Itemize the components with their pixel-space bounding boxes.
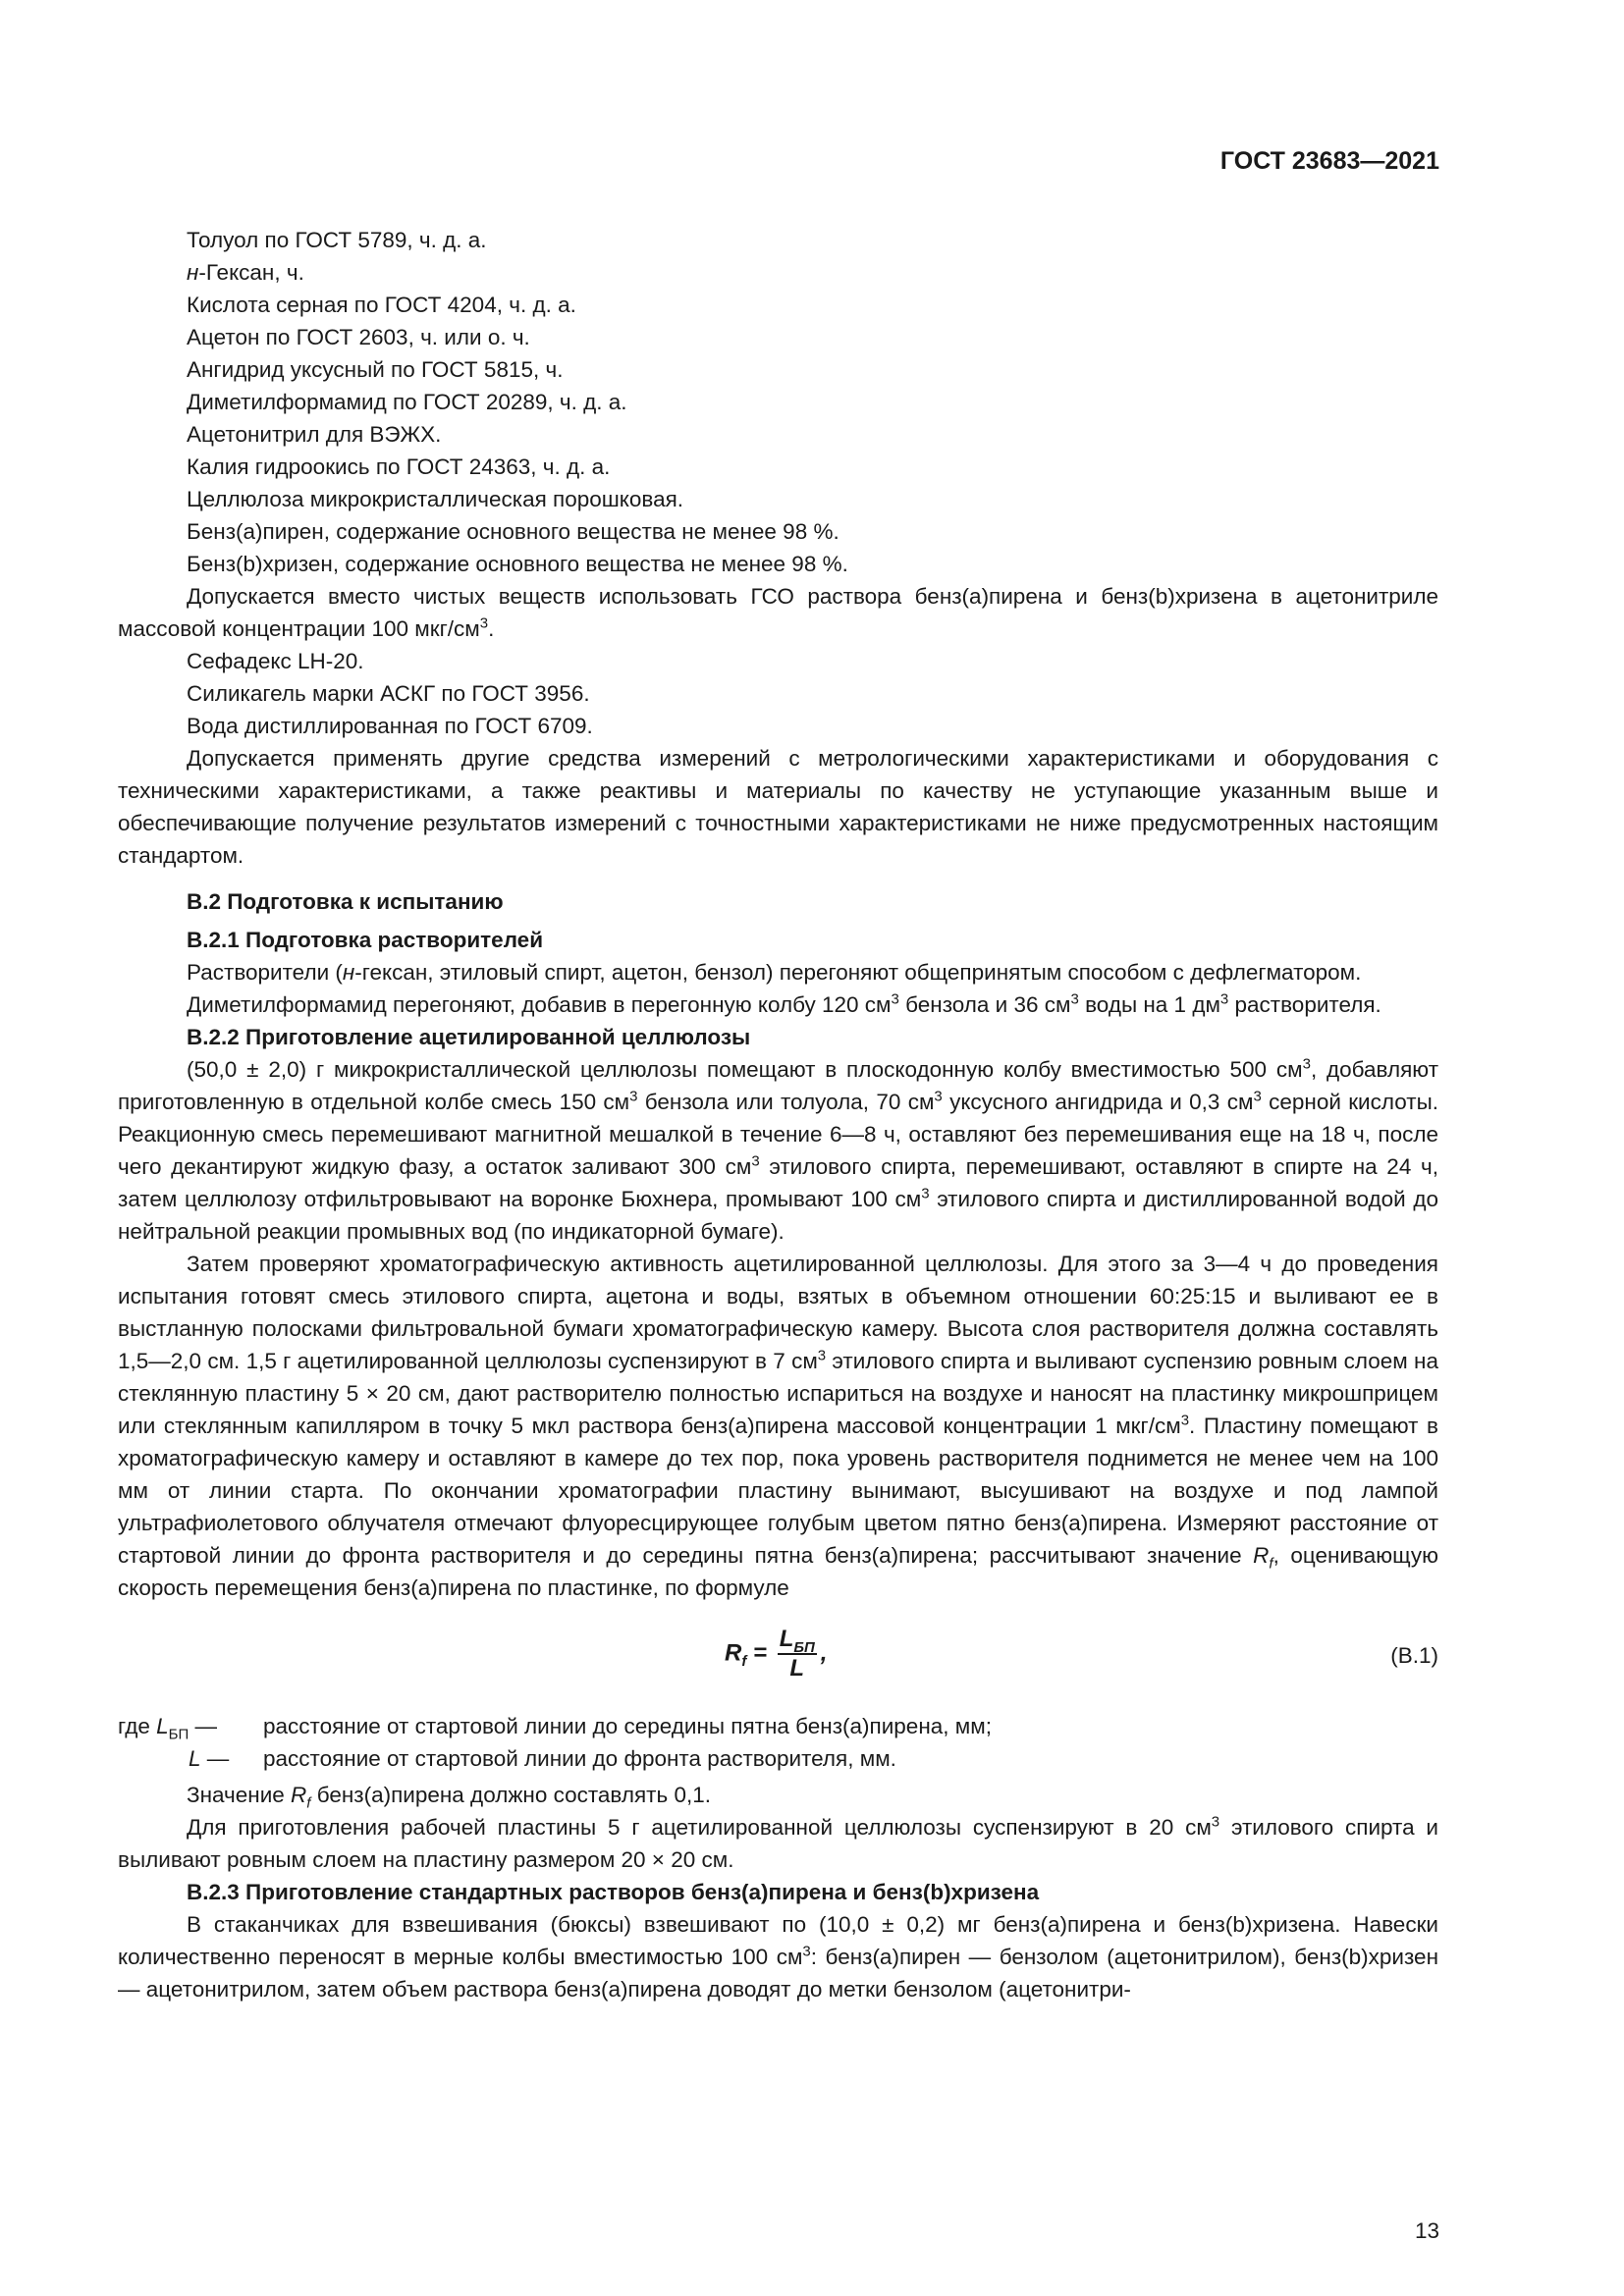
text-run: этилового спирта и выливают суспензию ровным слоем на стеклянную пластину 5 × 20 см, дают растворителю полностью испариться на воздухе и наносят на пластинку микрошприцем или стеклянным капилляром в точку 5 мкл раствора бенз(а)пирена массовой концентрации 1 мкг/см bbox=[118, 1349, 1438, 1438]
text-run: бензола или толуола, 70 см bbox=[637, 1090, 935, 1114]
definition-term bbox=[118, 1742, 263, 1775]
text-run: , добавляют приготовленную в отдельной колбе смесь 150 см bbox=[118, 1057, 1438, 1114]
text-run: Затем проверяют хроматографическую активность ацетилированной целлюлозы. Для этого за 3—4 ч до проведения испытания готовят смесь этилового спирта, ацетона и воды, взятых в объемном отношении 60:25:15 и выливают ее в выстланную полосками фильтровальной бумаги хроматографическую камеру. Высота слоя растворителя должна составлять 1,5—2,0 см. 1,5 г ацетилированной целлюлозы суспензируют в 7 см bbox=[118, 1252, 1438, 1373]
allowed-other-paragraph: Допускается применять другие средства измерений с метрологическими характеристиками и оборудования с техническими характеристиками, а также реактивы и материалы по качеству не уступающие указанным выше и обеспечивающие получение результатов измерений с точностными характеристиками не ниже предусмотренных настоящим стандартом. bbox=[118, 746, 1438, 868]
reagent-item: Ацетонитрил для ВЭЖХ. bbox=[187, 422, 442, 447]
reagent-item: Сефадекс LH-20. bbox=[187, 649, 364, 673]
text-run: растворителя. bbox=[1228, 992, 1381, 1017]
reagent-item: Калия гидроокись по ГОСТ 24363, ч. д. а. bbox=[187, 454, 611, 479]
superscript: 3 bbox=[1253, 1088, 1262, 1105]
page-number: 13 bbox=[1414, 2218, 1439, 2243]
numerator-sub: БП bbox=[793, 1638, 815, 1656]
text-run: Для приготовления рабочей пластины 5 г ацетилированной целлюлозы суспензируют в 20 см bbox=[187, 1815, 1212, 1840]
b22-paragraph-1 bbox=[118, 1053, 1438, 1248]
text-run: уксусного ангидрида и 0,3 см bbox=[942, 1090, 1254, 1114]
text-run: Диметилформамид перегоняют, добавив в перегонную колбу 120 см bbox=[187, 992, 892, 1017]
formula-eq: = bbox=[746, 1639, 774, 1667]
reagent-item: Толуол по ГОСТ 5789, ч. д. а. bbox=[187, 228, 487, 252]
text-run: (50,0 ± 2,0) г микрокристаллической целлюлозы помещают в плоскодонную колбу вместимостью 500 см bbox=[187, 1057, 1303, 1082]
text-run: этилового спирта, перемешивают, оставляют в спирте на 24 ч, затем целлюлозу отфильтровывают на воронке Бюхнера, промывают 100 см bbox=[118, 1154, 1438, 1211]
formula-fraction bbox=[778, 1626, 817, 1682]
superscript: 3 bbox=[891, 990, 899, 1008]
superscript: 3 bbox=[802, 1943, 811, 1960]
definition-term bbox=[118, 1710, 263, 1742]
superscript: 3 bbox=[1219, 990, 1229, 1008]
gso-tail: . bbox=[488, 616, 495, 641]
text-run: Значение bbox=[187, 1783, 292, 1807]
superscript: 3 bbox=[629, 1088, 638, 1105]
reagent-item: Бенз(b)хризен, содержание основного вещества не менее 98 %. bbox=[187, 552, 848, 576]
text-run: воды на 1 дм bbox=[1078, 992, 1220, 1017]
text-run: . Пластину помещают в хроматографическую камеру и оставляют в камере до тех пор, пока уровень растворителя поднимется не менее чем на 100 мм от линии старта. По окончании хроматографии пластину вынимают, высушивают на воздухе и под лампой ультрафиолетового облучателя отмечают флуоресцирующее голубым цветом пятно бенз(а)пирена. Измеряют расстояние от стартовой линии до фронта растворителя и до середины пятна бенз(а)пирена; рассчитывают значение bbox=[118, 1414, 1438, 1568]
reagent-list-2 bbox=[118, 645, 1438, 742]
standard-header: ГОСТ 23683—2021 bbox=[1219, 147, 1439, 175]
reagent-item: Кислота серная по ГОСТ 4204, ч. д. а. bbox=[187, 293, 576, 317]
definition-row bbox=[118, 1710, 1438, 1742]
gso-paragraph bbox=[118, 580, 1438, 645]
superscript: 3 bbox=[934, 1088, 943, 1105]
gso-text: Допускается вместо чистых веществ использовать ГСО раствора бенз(а)пирена и бенз(b)хризена в ацетонитриле массовой концентрации 100 мкг/см bbox=[118, 584, 1438, 641]
definition-text: расстояние от стартовой линии до фронта растворителя, мм. bbox=[263, 1746, 896, 1771]
definition-text: расстояние от стартовой линии до середины пятна бенз(а)пирена, мм; bbox=[263, 1714, 992, 1738]
reagent-item: н-Гексан, ч. bbox=[187, 260, 304, 285]
text-run: серной кислоты. Реакционную смесь перемешивают магнитной мешалкой в течение 6—8 ч, оставляют без перемешивания еще на 18 ч, после чего декантируют жидкую фазу, а остаток заливают 300 см bbox=[118, 1090, 1439, 1179]
work-plate-paragraph bbox=[118, 1811, 1438, 1876]
rf-subscript: f bbox=[1269, 1555, 1273, 1573]
superscript: 3 bbox=[921, 1185, 930, 1202]
formula-tail: , bbox=[820, 1639, 828, 1667]
reagent-list bbox=[118, 224, 1438, 580]
b23-paragraph-1 bbox=[118, 1908, 1438, 2005]
def-symbol: L bbox=[189, 1746, 201, 1771]
superscript: 3 bbox=[751, 1152, 760, 1170]
rf-symbol: R bbox=[291, 1783, 307, 1807]
reagent-item: Ангидрид уксусный по ГОСТ 5815, ч. bbox=[187, 357, 564, 382]
rf-symbol: R bbox=[1253, 1543, 1270, 1568]
text-run: Растворители ( bbox=[187, 960, 343, 985]
reagent-item-text: -Гексан, ч. bbox=[198, 260, 304, 285]
formula-b1 bbox=[118, 1612, 1438, 1700]
section-heading-b22: В.2.2 Приготовление ацетилированной целлюлозы bbox=[187, 1025, 751, 1049]
b21-paragraph-2 bbox=[118, 988, 1438, 1021]
formula-lhs-sub: f bbox=[741, 1653, 747, 1671]
reagent-item: Ацетон по ГОСТ 2603, ч. или о. ч. bbox=[187, 325, 530, 349]
formula-number: (В.1) bbox=[1390, 1643, 1438, 1668]
superscript: 3 bbox=[1070, 990, 1079, 1008]
superscript: 3 bbox=[479, 614, 489, 632]
def-symbol-sub: БП bbox=[168, 1726, 189, 1743]
formula-numerator bbox=[778, 1626, 817, 1655]
superscript: 3 bbox=[1211, 1813, 1220, 1831]
text-run: В стаканчиках для взвешивания (бюксы) взвешивают по (10,0 ± 0,2) мг бенз(а)пирена и бенз(b)хризена. Навески количественно переносят в мерные колбы вместимостью 100 см bbox=[118, 1912, 1438, 1969]
reagent-item: Силикагель марки АСКГ по ГОСТ 3956. bbox=[187, 681, 590, 706]
numerator-symbol: L bbox=[779, 1626, 794, 1652]
page-body bbox=[118, 224, 1438, 2005]
text-run: этилового спирта и дистиллированной водой до нейтральной реакции промывных вод (по индикаторной бумаге). bbox=[118, 1187, 1439, 1244]
italic-run: н bbox=[342, 960, 355, 985]
def-symbol: L bbox=[156, 1714, 169, 1738]
superscript: 3 bbox=[817, 1347, 827, 1364]
text-run: этилового спирта и выливают ровным слоем на пластину размером 20 × 20 см. bbox=[118, 1815, 1438, 1872]
formula-lhs: R bbox=[725, 1639, 742, 1667]
reagent-item: Целлюлоза микрокристаллическая порошковая. bbox=[187, 487, 684, 511]
text-run: , оценивающую скорость перемещения бенз(а)пирена по пластинке, по формуле bbox=[118, 1543, 1439, 1600]
formula-denominator: L bbox=[789, 1655, 805, 1682]
section-heading-b23: В.2.3 Приготовление стандартных растворов бенз(а)пирена и бенз(b)хризена bbox=[187, 1880, 1040, 1904]
section-heading-b2: В.2 Подготовка к испытанию bbox=[187, 889, 504, 914]
where-word: где bbox=[118, 1714, 157, 1738]
rf-subscript: f bbox=[306, 1794, 311, 1812]
reagent-item: Бенз(а)пирен, содержание основного вещества не менее 98 %. bbox=[187, 519, 839, 544]
definition-row bbox=[118, 1742, 1438, 1775]
def-dash: — bbox=[189, 1714, 217, 1738]
text-run: : бенз(а)пирен — бензолом (ацетонитрилом), бенз(b)хризен — ацетонитрилом, затем объем раствора бенз(а)пирена доводят до метки бензолом (ацетонитри- bbox=[118, 1945, 1439, 2002]
reagent-item: Диметилформамид по ГОСТ 20289, ч. д. а. bbox=[187, 390, 627, 414]
b21-paragraph-1 bbox=[118, 956, 1438, 988]
rf-value-paragraph bbox=[118, 1779, 1438, 1811]
reagent-item: Вода дистиллированная по ГОСТ 6709. bbox=[187, 714, 593, 738]
text-run: бенз(а)пирена должно составлять 0,1. bbox=[310, 1783, 711, 1807]
b22-paragraph-2 bbox=[118, 1248, 1438, 1604]
def-dash: — bbox=[200, 1746, 230, 1771]
formula-expression bbox=[725, 1626, 827, 1682]
superscript: 3 bbox=[1302, 1055, 1311, 1073]
section-heading-b21: В.2.1 Подготовка растворителей bbox=[187, 928, 544, 952]
text-run: -гексан, этиловый спирт, ацетон, бензол) перегоняют общепринятым способом с дефлегматором. bbox=[354, 960, 1362, 985]
text-run: бензола и 36 см bbox=[898, 992, 1071, 1017]
superscript: 3 bbox=[1180, 1412, 1190, 1429]
